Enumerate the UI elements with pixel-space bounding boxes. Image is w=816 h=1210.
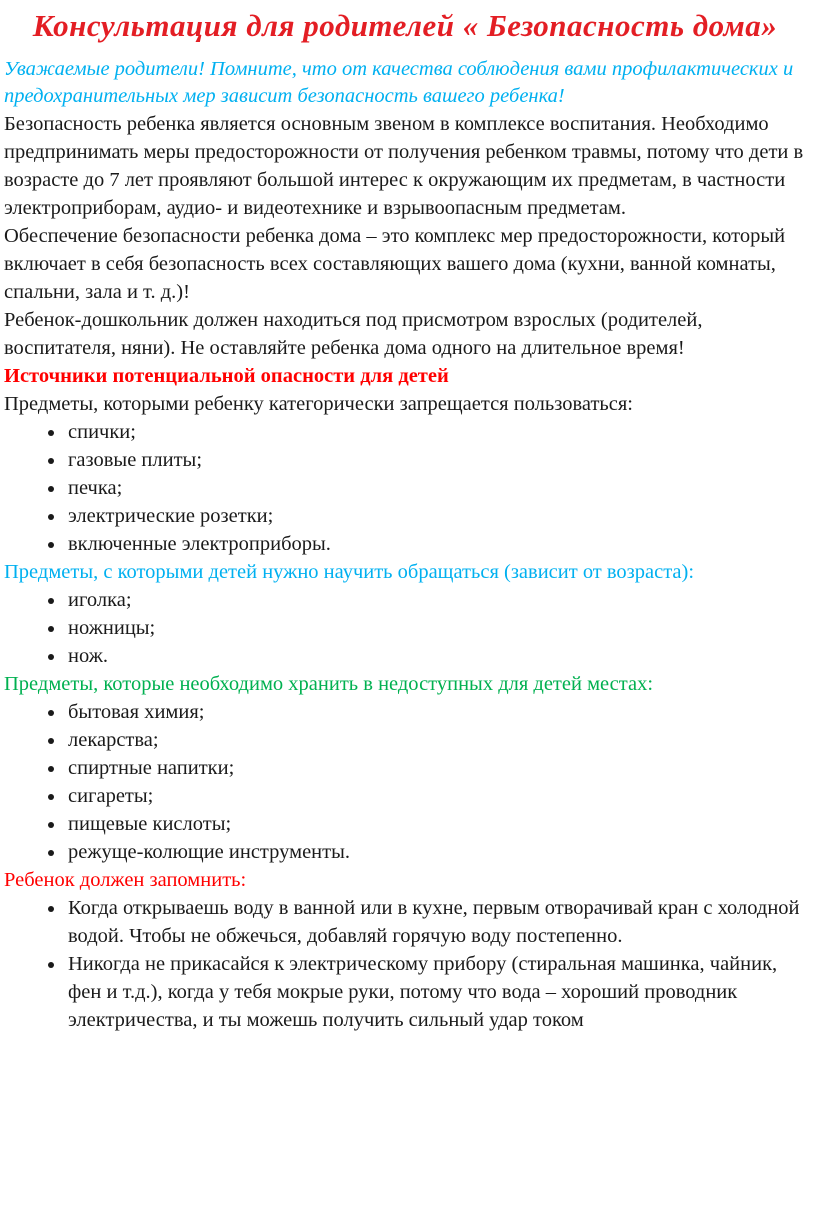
list-item: • печка; (66, 474, 806, 502)
list-item: • режуще-колющие инструменты. (66, 838, 806, 866)
list-item: • ножницы; (66, 614, 806, 642)
list-label-store-away-items: Предметы, которые необходимо хранить в недоступных для детей местах: (4, 673, 654, 695)
list-label-child-must-remember: Ребенок должен запомнить: (4, 869, 247, 891)
list-item: • иголка; (66, 586, 806, 614)
teach-items-list (4, 586, 806, 670)
list-item: • пищевые кислоты; (66, 810, 806, 838)
list-item: • включенные электроприборы. (66, 530, 806, 558)
forbidden-items-list (4, 418, 806, 558)
paragraph-safety-overview: Безопасность ребенка является основным звеном в комплексе воспитания. Необходимо предпринимать меры предосторожности от получения ребенком травмы, потому что дети в возрасте до 7 лет проявляют большой интерес к окружающим их предметам, в частности электроприборам, аудио- и видеотехнике и взрывоопасным предметам. (4, 113, 804, 219)
list-label-teach-items: Предметы, с которыми детей нужно научить обращаться (зависит от возраста): (4, 561, 695, 583)
child-must-remember-list (4, 894, 806, 1034)
document-title: Консультация для родителей « Безопасность дома» (32, 8, 778, 43)
list-item: • электрические розетки; (66, 502, 806, 530)
list-item: • Когда открываешь воду в ванной или в кухне, первым отворачивай кран с холодной водой. Чтобы не обжечься, добавляй горячую воду постепенно. (66, 894, 806, 950)
list-item: • газовые плиты; (66, 446, 806, 474)
intro-note: Уважаемые родители! Помните, что от качества соблюдения вами профилактических и предохранительных мер зависит безопасность вашего ребенка! (4, 58, 794, 107)
list-item: • спиртные напитки; (66, 754, 806, 782)
list-label-forbidden-items: Предметы, которыми ребенку категорически запрещается пользоваться: (4, 393, 633, 415)
list-item: • спички; (66, 418, 806, 446)
store-away-items-list (4, 698, 806, 866)
list-item: • лекарства; (66, 726, 806, 754)
list-item: • Никогда не прикасайся к электрическому прибору (стиральная машинка, чайник, фен и т.д.), когда у тебя мокрые руки, потому что вода – хороший проводник электричества, и ты можешь получить сильный удар током (66, 950, 806, 1034)
paragraph-supervision: Ребенок-дошкольник должен находиться под присмотром взрослых (родителей, воспитателя, няни). Не оставляйте ребенка дома одного на длительное время! (4, 309, 703, 359)
list-item: • бытовая химия; (66, 698, 806, 726)
paragraph-home-safety: Обеспечение безопасности ребенка дома – это комплекс мер предосторожности, который включает в себя безопасность всех составляющих вашего дома (кухни, ванной комнаты, спальни, зала и т. д.)! (4, 225, 786, 303)
list-item: • нож. (66, 642, 806, 670)
list-item: • сигареты; (66, 782, 806, 810)
section-heading-danger-sources: Источники потенциальной опасности для детей (4, 365, 449, 387)
